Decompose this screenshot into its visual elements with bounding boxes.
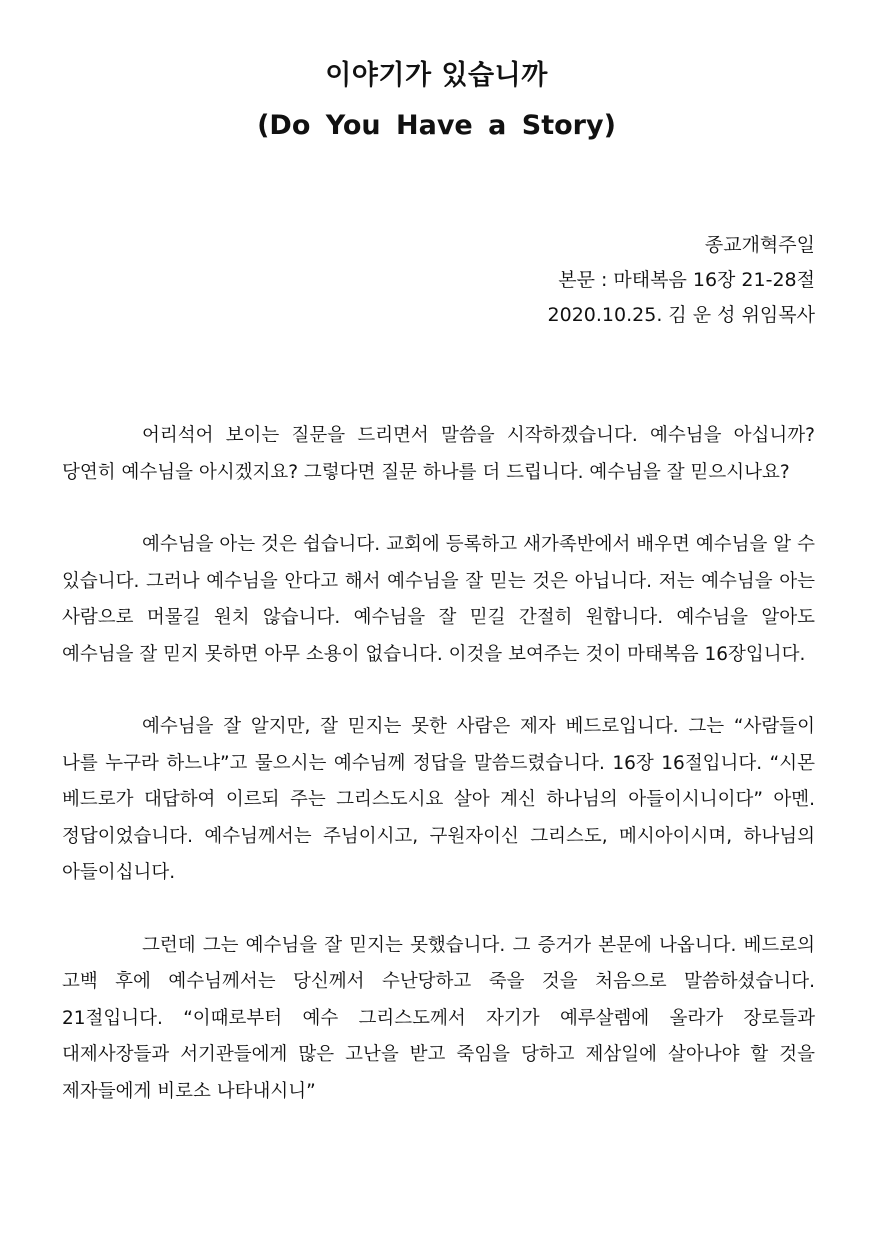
date-author-line: 2020.10.25. 김 운 성 위임목사 xyxy=(547,304,815,326)
body-paragraph-3: 예수님을 잘 알지만, 잘 믿지는 못한 사람은 제자 베드로입니다. 그는 “사람들이 나를 누구라 하느냐”고 물으시는 예수님께 정답을 말씀드렸습니다. 16장 16절입니다. “시몬 베드로가 대답하여 이르되 주는 그리스도시요 살아 계신 하나님의 아들이시니이다” 아멘. 정답이었습니다. 예수님께서는 주님이시고, 구원자이신 그리스도, 메시아이시며, 하나님의 아들이십니다. xyxy=(62,716,815,883)
scripture-line: 본문 : 마태복음 16장 21-28절 xyxy=(558,269,815,291)
body-paragraph-4: 그런데 그는 예수님을 잘 믿지는 못했습니다. 그 증거가 본문에 나옵니다. 베드로의 고백 후에 예수님께서는 당신께서 수난당하고 죽을 것을 처음으로 말씀하셨습니다. 21절입니다. “이때로부터 예수 그리스도께서 자기가 예루살렘에 올라가 장로들과 대제사장들과 서기관들에게 많은 고난을 받고 죽임을 당하고 제삼일에 살아나야 할 것을 제자들에게 비로소 나타내시니” xyxy=(62,934,815,1102)
sermon-meta xyxy=(548,228,815,333)
title-block xyxy=(0,56,873,146)
body-paragraph-2: 예수님을 아는 것은 쉽습니다. 교회에 등록하고 새가족반에서 배우면 예수님을 알 수 있습니다. 그러나 예수님을 안다고 해서 예수님을 잘 믿는 것은 아닙니다. 저는 예수님을 아는 사람으로 머물길 원치 않습니다. 예수님을 잘 믿길 간절히 원합니다. 예수님을 알아도 예수님을 잘 믿지 못하면 아무 소용이 없습니다. 이것을 보여주는 것이 마태복음 16장입니다. xyxy=(62,534,815,665)
occasion-line: 종교개혁주일 xyxy=(704,234,815,256)
body-paragraph-1: 어리석어 보이는 질문을 드리면서 말씀을 시작하겠습니다. 예수님을 아십니까? 당연히 예수님을 아시겠지요? 그렇다면 질문 하나를 더 드립니다. 예수님을 잘 믿으시나요? xyxy=(62,425,815,483)
document-title: 이야기가 있습니까 xyxy=(325,60,548,91)
sermon-body xyxy=(62,418,815,1146)
document-subtitle: (Do You Have a Story) xyxy=(257,110,616,141)
